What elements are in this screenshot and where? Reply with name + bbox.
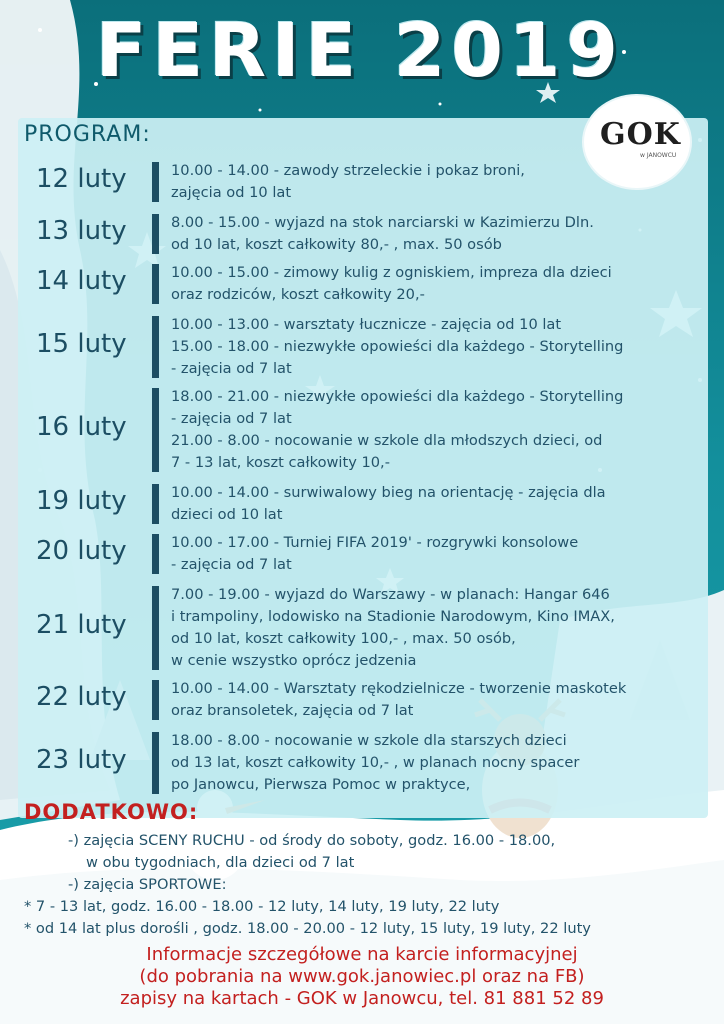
poster-title: FERIE 2019 xyxy=(96,8,624,94)
schedule-details xyxy=(171,212,594,256)
schedule-divider xyxy=(152,162,159,202)
schedule-date: 20 luty xyxy=(36,536,127,566)
extras-line: * od 14 lat plus dorośli , godz. 18.00 - 20.00 - 12 luty, 15 luty, 19 luty, 22 luty xyxy=(24,920,591,937)
schedule-divider xyxy=(152,316,159,378)
schedule-date: 12 luty xyxy=(36,164,127,194)
schedule-details xyxy=(171,314,623,380)
schedule-date: 14 luty xyxy=(36,266,127,296)
schedule-details xyxy=(171,386,623,474)
schedule-line: w cenie wszystko oprócz jedzenia xyxy=(171,652,417,669)
schedule-line: - zajęcia od 7 lat xyxy=(171,556,292,573)
schedule-line: 7.00 - 19.00 - wyjazd do Warszawy - w planach: Hangar 646 xyxy=(171,586,610,603)
schedule-line: od 10 lat, koszt całkowity 100,- , max. 50 osób, xyxy=(171,630,516,647)
schedule-date: 22 luty xyxy=(36,682,127,712)
schedule-divider xyxy=(152,732,159,794)
schedule-details xyxy=(171,160,525,204)
schedule-line: 10.00 - 15.00 - zimowy kulig z ogniskiem, impreza dla dzieci xyxy=(171,264,612,281)
schedule-date: 19 luty xyxy=(36,486,127,516)
schedule-divider xyxy=(152,388,159,472)
schedule-line: dzieci od 10 lat xyxy=(171,506,283,523)
schedule-divider xyxy=(152,214,159,254)
schedule-line: 7 - 13 lat, koszt całkowity 10,- xyxy=(171,454,390,471)
schedule-date: 16 luty xyxy=(36,412,127,442)
schedule-divider xyxy=(152,534,159,574)
schedule-line: 10.00 - 14.00 - zawody strzeleckie i pokaz broni, xyxy=(171,162,525,179)
footer-line: Informacje szczegółowe na karcie informacyjnej xyxy=(146,944,578,965)
schedule-date: 23 luty xyxy=(36,745,127,775)
schedule-line: i trampoliny, lodowisko na Stadionie Narodowym, Kino IMAX, xyxy=(171,608,615,625)
logo-subtitle: w JANOWCU xyxy=(640,152,677,159)
schedule-line: od 13 lat, koszt całkowity 10,- , w planach nocny spacer xyxy=(171,754,580,771)
schedule-divider xyxy=(152,586,159,670)
footer-line: (do pobrania na www.gok.janowiec.pl oraz na FB) xyxy=(139,966,585,987)
schedule-line: 10.00 - 14.00 - Warsztaty rękodzielnicze - tworzenie maskotek xyxy=(171,680,627,697)
schedule-date: 21 luty xyxy=(36,610,127,640)
schedule-divider xyxy=(152,484,159,524)
logo-name: GOK xyxy=(600,117,681,152)
extras-line: * 7 - 13 lat, godz. 16.00 - 18.00 - 12 luty, 14 luty, 19 luty, 22 luty xyxy=(24,898,500,915)
schedule-line: zajęcia od 10 lat xyxy=(171,184,292,201)
schedule-divider xyxy=(152,264,159,304)
schedule-details xyxy=(171,678,626,722)
extras-heading: DODATKOWO: xyxy=(24,800,199,824)
schedule-line: 10.00 - 13.00 - warsztaty łucznicze - zajęcia od 10 lat xyxy=(171,316,562,333)
schedule-date: 15 luty xyxy=(36,329,127,359)
schedule-line: po Janowcu, Pierwsza Pomoc w praktyce, xyxy=(171,776,471,793)
schedule-details xyxy=(171,262,612,306)
schedule-line: oraz rodziców, koszt całkowity 20,- xyxy=(171,286,425,303)
schedule-line: 15.00 - 18.00 - niezwykłe opowieści dla każdego - Storytelling xyxy=(171,338,624,355)
footer-line: zapisy na kartach - GOK w Janowcu, tel. 81 881 52 89 xyxy=(120,988,604,1009)
schedule-details xyxy=(171,532,578,576)
schedule-details xyxy=(171,482,606,526)
schedule-line: 10.00 - 14.00 - surwiwalowy bieg na orientację - zajęcia dla xyxy=(171,484,606,501)
schedule-line: 21.00 - 8.00 - nocowanie w szkole dla młodszych dzieci, od xyxy=(171,432,603,449)
schedule-line: 10.00 - 17.00 - Turniej FIFA 2019' - rozgrywki konsolowe xyxy=(171,534,579,551)
extras-line: -) zajęcia SPORTOWE: xyxy=(68,876,227,893)
schedule-details xyxy=(171,584,615,672)
schedule-date: 13 luty xyxy=(36,216,127,246)
extras-line: w obu tygodniach, dla dzieci od 7 lat xyxy=(86,854,355,871)
schedule-line: oraz bransoletek, zajęcia od 7 lat xyxy=(171,702,414,719)
extras-line: -) zajęcia SCENY RUCHU - od środy do soboty, godz. 16.00 - 18.00, xyxy=(68,832,556,849)
schedule-line: - zajęcia od 7 lat xyxy=(171,360,292,377)
program-heading: PROGRAM: xyxy=(24,122,151,147)
schedule-line: 18.00 - 21.00 - niezwykłe opowieści dla każdego - Storytelling xyxy=(171,388,624,405)
schedule-line: - zajęcia od 7 lat xyxy=(171,410,292,427)
schedule-line: 18.00 - 8.00 - nocowanie w szkole dla starszych dzieci xyxy=(171,732,567,749)
schedule-divider xyxy=(152,680,159,720)
schedule-line: od 10 lat, koszt całkowity 80,- , max. 50 osób xyxy=(171,236,502,253)
schedule-line: 8.00 - 15.00 - wyjazd na stok narciarski w Kazimierzu Dln. xyxy=(171,214,594,231)
schedule-details xyxy=(171,730,579,796)
